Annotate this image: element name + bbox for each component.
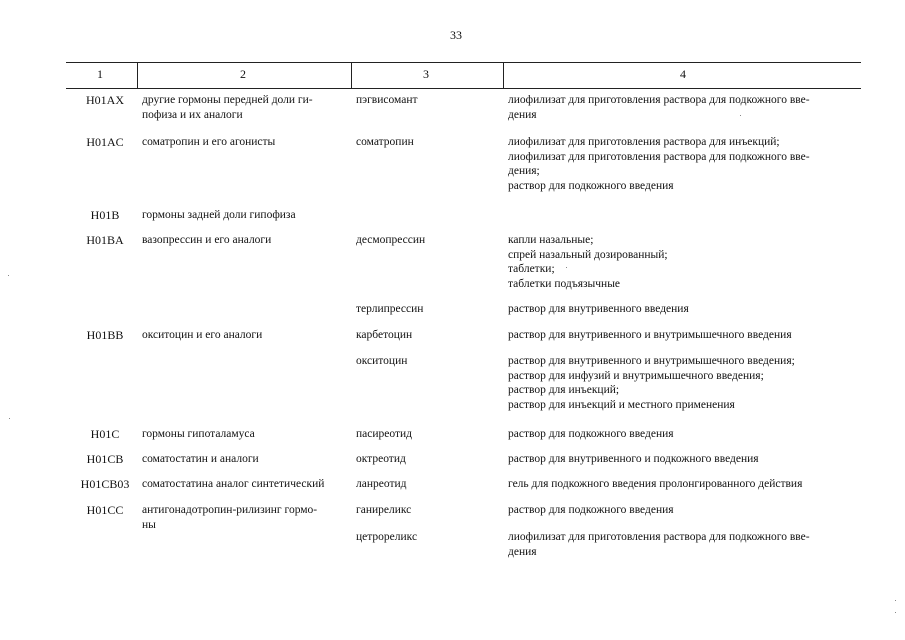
dosage-forms-line: раствор для инъекций; (508, 384, 620, 396)
atc-code: H01CC (86, 503, 124, 517)
scan-speck (8, 275, 9, 276)
dosage-forms-line: лиофилизат для приготовления раствора для подкожного вве- (508, 94, 810, 106)
anatomical-group-line: гормоны задней доли гипофиза (142, 209, 296, 221)
dosage-forms-line: таблетки подъязычные (508, 277, 621, 290)
anatomical-group-line: пофиза и их аналоги (142, 108, 243, 121)
dosage-forms-line: раствор для инфузий и внутримышечного введения; (508, 369, 764, 382)
dosage-forms (508, 93, 860, 122)
dosage-forms (508, 477, 860, 492)
dosage-forms (508, 135, 860, 193)
dosage-forms (508, 328, 860, 343)
atc-code: H01BA (86, 233, 124, 247)
drug-name: окситоцин (356, 355, 408, 367)
page-number: 33 (450, 28, 462, 42)
scan-speck (566, 267, 567, 268)
dosage-forms-line: раствор для подкожного введения (508, 179, 674, 192)
dosage-forms-line: дения (508, 545, 537, 558)
dosage-forms-line: раствор для внутривенного и внутримышечного введения (508, 329, 792, 341)
dosage-forms-line: раствор для внутривенного и внутримышечного введения; (508, 355, 795, 367)
atc-code: H01AC (86, 135, 124, 149)
anatomical-group-line: соматропин и его агонисты (142, 136, 276, 148)
drug-name: ланреотид (356, 478, 407, 490)
header-bottom-rule (66, 88, 861, 89)
atc-code: H01AX (86, 93, 124, 107)
drug-name: пасиреотид (356, 428, 413, 440)
drug-name: цетрореликс (356, 531, 418, 543)
dosage-forms-line: раствор для внутривенного и подкожного введения (508, 453, 759, 465)
dosage-forms (508, 452, 860, 467)
anatomical-group (142, 233, 350, 248)
header-col-3: 3 (423, 67, 429, 81)
scan-speck (9, 418, 10, 419)
atc-code: H01CB03 (80, 477, 130, 491)
dosage-forms-line: лиофилизат для приготовления раствора для инъекций; (508, 136, 780, 148)
dosage-forms-line: раствор для подкожного введения (508, 504, 674, 516)
anatomical-group-line: соматостатин и аналоги (142, 453, 259, 465)
atc-code: H01B (90, 208, 120, 222)
anatomical-group (142, 427, 350, 442)
anatomical-group (142, 477, 350, 492)
header-divider (351, 62, 352, 88)
anatomical-group (142, 503, 350, 532)
table-top-rule (66, 62, 861, 63)
anatomical-group-line: ны (142, 518, 156, 531)
dosage-forms-line: дения; (508, 165, 540, 177)
atc-code: H01CB (86, 452, 124, 466)
scan-speck (895, 612, 896, 613)
drug-name: терлипрессин (356, 303, 424, 315)
scan-speck (740, 115, 741, 116)
dosage-forms-line: дения (508, 108, 537, 121)
dosage-forms-line: раствор для внутривенного введения (508, 303, 689, 315)
dosage-forms (508, 233, 860, 291)
header-col-1: 1 (97, 67, 103, 81)
dosage-forms (508, 302, 860, 317)
anatomical-group-line: другие гормоны передней доли ги- (142, 94, 313, 106)
dosage-forms-line: раствор для подкожного введения (508, 428, 674, 440)
dosage-forms-line: лиофилизат для приготовления раствора для подкожного вве- (508, 531, 810, 543)
anatomical-group (142, 93, 350, 122)
dosage-forms-line: гель для подкожного введения пролонгированного действия (508, 478, 803, 490)
anatomical-group-line: антигонадотропин-рилизинг гормо- (142, 504, 318, 516)
scan-speck (895, 600, 896, 601)
atc-code: H01BB (86, 328, 124, 342)
dosage-forms-line: раствор для инъекций и местного применения (508, 398, 735, 411)
atc-code: H01C (90, 427, 120, 441)
drug-name: соматропин (356, 136, 414, 148)
drug-name: октреотид (356, 453, 406, 465)
anatomical-group-line: вазопрессин и его аналоги (142, 234, 272, 246)
dosage-forms (508, 503, 860, 518)
anatomical-group-line: гормоны гипоталамуса (142, 428, 255, 440)
dosage-forms-line: лиофилизат для приготовления раствора для подкожного вве- (508, 150, 810, 163)
anatomical-group (142, 328, 350, 343)
anatomical-group (142, 135, 350, 150)
drug-name: карбетоцин (356, 329, 413, 341)
drug-name: ганиреликс (356, 504, 412, 516)
dosage-forms (508, 354, 860, 412)
drug-name: пэгвисомант (356, 94, 418, 106)
header-divider (503, 62, 504, 88)
header-divider (137, 62, 138, 88)
anatomical-group (142, 208, 350, 223)
dosage-forms-line: капли назальные; (508, 234, 594, 246)
anatomical-group-line: окситоцин и его аналоги (142, 329, 263, 341)
header-col-2: 2 (240, 67, 246, 81)
dosage-forms (508, 530, 860, 559)
drug-name: десмопрессин (356, 234, 426, 246)
anatomical-group-line: соматостатина аналог синтетический (142, 478, 325, 490)
dosage-forms-line: спрей назальный дозированный; (508, 248, 668, 261)
header-col-4: 4 (680, 67, 686, 81)
dosage-forms (508, 427, 860, 442)
anatomical-group (142, 452, 350, 467)
dosage-forms-line: таблетки; (508, 263, 555, 275)
